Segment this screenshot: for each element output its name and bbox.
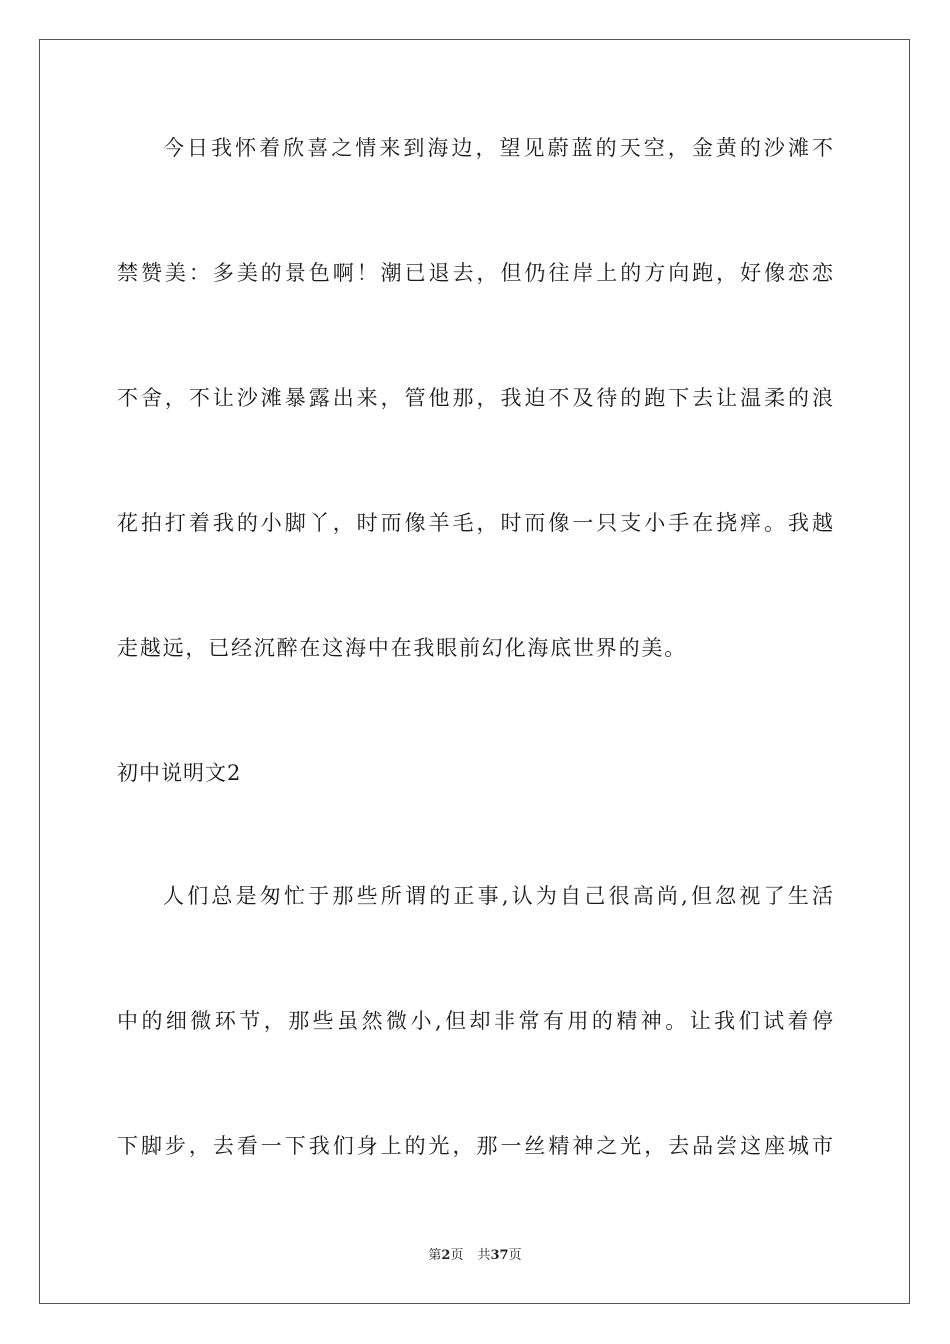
paragraph-line: 中的细微环节，那些虽然微小,但却非常有用的精神。让我们试着停	[117, 1009, 833, 1033]
paragraph-line: 人们总是匆忙于那些所谓的正事,认为自己很高尚,但忽视了生活	[163, 884, 833, 908]
paragraph-line: 禁赞美：多美的景色啊！潮已退去，但仍往岸上的方向跑，好像恋恋	[117, 261, 833, 285]
page-frame	[39, 39, 910, 1304]
paragraph-line: 下脚步，去看一下我们身上的光，那一丝精神之光，去品尝这座城市	[117, 1134, 833, 1158]
total-prefix: 共	[477, 1248, 491, 1263]
paragraph-line: 花拍打着我的小脚丫，时而像羊毛，时而像一只支小手在挠痒。我越	[117, 511, 833, 535]
page-prefix: 第	[428, 1248, 442, 1263]
page-footer	[0, 1246, 950, 1266]
section-heading: 初中说明文2	[117, 761, 242, 785]
paragraph-line: 走越远，已经沉醉在这海中在我眼前幻化海底世界的美。	[117, 636, 687, 660]
page-suffix: 页	[450, 1248, 464, 1263]
page-number: 2	[441, 1248, 451, 1263]
total-pages: 37	[490, 1248, 509, 1263]
paragraph-line: 今日我怀着欣喜之情来到海边，望见蔚蓝的天空，金黄的沙滩不	[163, 136, 833, 160]
total-suffix: 页	[508, 1248, 522, 1263]
paragraph-line: 不舍，不让沙滩暴露出来，管他那，我迫不及待的跑下去让温柔的浪	[117, 386, 833, 410]
